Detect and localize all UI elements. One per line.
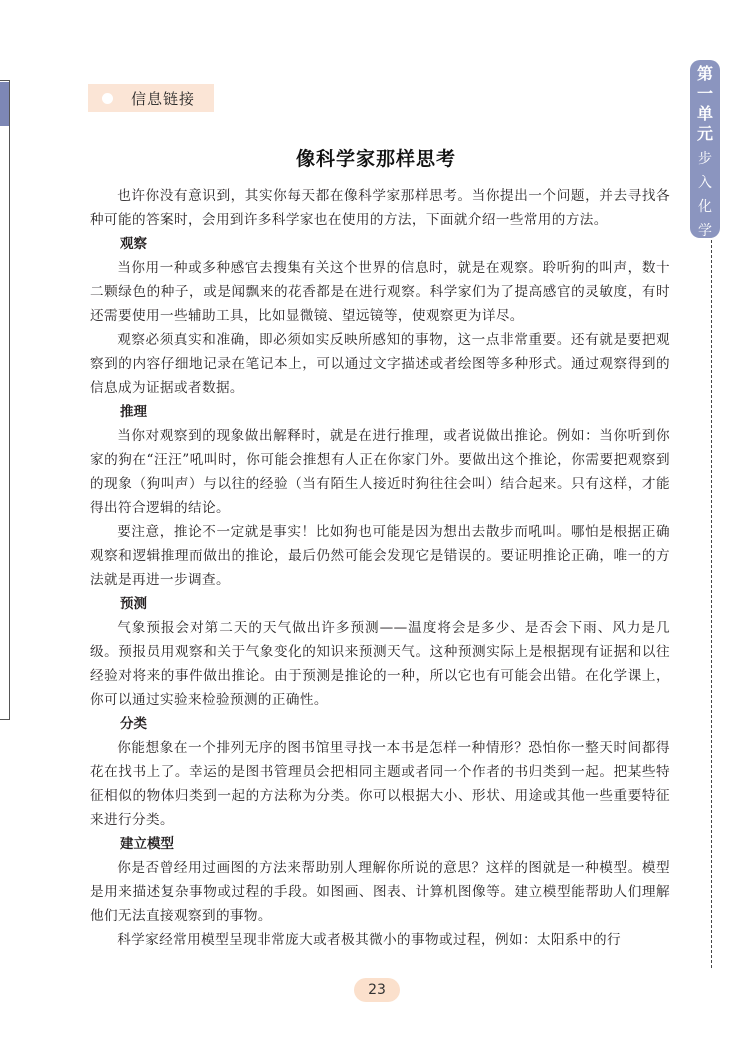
chapter-title-char: 学 xyxy=(698,223,712,239)
paragraph: 科学家经常用模型呈现非常庞大或者极其微小的事物或过程，例如：太阳系中的行 xyxy=(117,932,621,948)
unit-char: 第 xyxy=(696,64,713,83)
chapter-title-char: 化 xyxy=(698,199,712,215)
intro-paragraph: 也许你没有意识到，其实你每天都在像科学家那样思考。当你提出一个问题，并去寻找各种可能的答案时，会用到许多科学家也在使用的方法，下面就介绍一些常用的方法。 xyxy=(90,188,670,228)
section-heading-predict: 预测 xyxy=(120,596,147,612)
paragraph: 气象预报会对第二天的天气做出许多预测——温度将会是多少、是否会下雨、风力是几级。预报员用观察和关于气象变化的知识来预测天气。这种预测实际上是根据现有证据和以往经验对将来的事件做出推论。由于预测是推论的一种，所以它也有可能会出错。在化学课上，你可以通过实验来检验预测的正确性。 xyxy=(90,620,670,708)
chapter-title-char: 堂 xyxy=(698,271,712,287)
section-heading-observe: 观察 xyxy=(120,236,147,252)
unit-char: 元 xyxy=(696,124,713,143)
left-margin-tab xyxy=(0,82,9,126)
info-link-label: 信息链接 xyxy=(131,89,196,108)
unit-char: 一 xyxy=(696,84,713,103)
paragraph: 当你对观察到的现象做出解释时，就是在进行推理，或者说做出推论。例如：当你听到你家的狗在“汪汪”吼叫时，你可能会推想有人正在你家门外。要做出这个推论，你需要把观察到的现象（狗叫声）与以往的经验（当有陌生人接近时狗往往会叫）结合起来。只有这样，才能得出符合逻辑的结论。 xyxy=(90,428,670,516)
unit-char: 单 xyxy=(696,104,713,123)
page-number: 23 xyxy=(354,978,400,1002)
paragraph: 你是否曾经用过画图的方法来帮助别人理解你所说的意思？这样的图就是一种模型。模型是用来描述复杂事物或过程的手段。如图画、图表、计算机图像等。建立模型能帮助人们理解他们无法直接观察到的事物。 xyxy=(90,860,670,924)
section-heading-infer: 推理 xyxy=(120,404,147,420)
page-title: 像科学家那样思考 xyxy=(295,148,456,170)
info-link-tag xyxy=(88,84,214,112)
section-heading-model: 建立模型 xyxy=(120,836,174,852)
bullet-dot-icon xyxy=(102,93,113,104)
paragraph: 要注意，推论不一定就是事实！比如狗也可能是因为想出去散步而吼叫。哪怕是根据正确观察和逻辑推理而做出的推论，最后仍然可能会发现它是错误的。要证明推论正确，唯一的方法就是再进一步调查。 xyxy=(90,524,670,588)
left-margin-rule xyxy=(0,80,10,720)
section-heading-classify: 分类 xyxy=(120,716,147,732)
paragraph: 你能想象在一个排列无序的图书馆里寻找一本书是怎样一种情形？恐怕你一整天时间都得花在找书上了。幸运的是图书管理员会把相同主题或者同一个作者的书归类到一起。把某些特征相似的物体归类到一起的方法称为分类。你可以根据大小、形状、用途或其他一些重要特征来进行分类。 xyxy=(90,740,670,828)
paragraph: 当你用一种或多种感官去搜集有关这个世界的信息时，就是在观察。聆听狗的叫声，数十二颗绿色的种子，或是闻飘来的花香都是在进行观察。科学家们为了提高感官的灵敏度，有时还需要使用一些辅助工具，比如显微镜、望远镜等，使观察更为详尽。 xyxy=(90,260,670,324)
paragraph: 观察必须真实和准确，即必须如实反映所感知的事物，这一点非常重要。还有就是要把观察到的内容仔细地记录在笔记本上，可以通过文字描述或者绘图等多种形式。通过观察得到的信息成为证据或者数据。 xyxy=(90,332,670,396)
article-body xyxy=(90,184,670,952)
side-dashed-rule xyxy=(711,240,712,968)
chapter-title-char: 殿 xyxy=(698,247,712,263)
chapter-title-char: 步 xyxy=(698,151,712,167)
chapter-title-char: 入 xyxy=(698,175,712,191)
